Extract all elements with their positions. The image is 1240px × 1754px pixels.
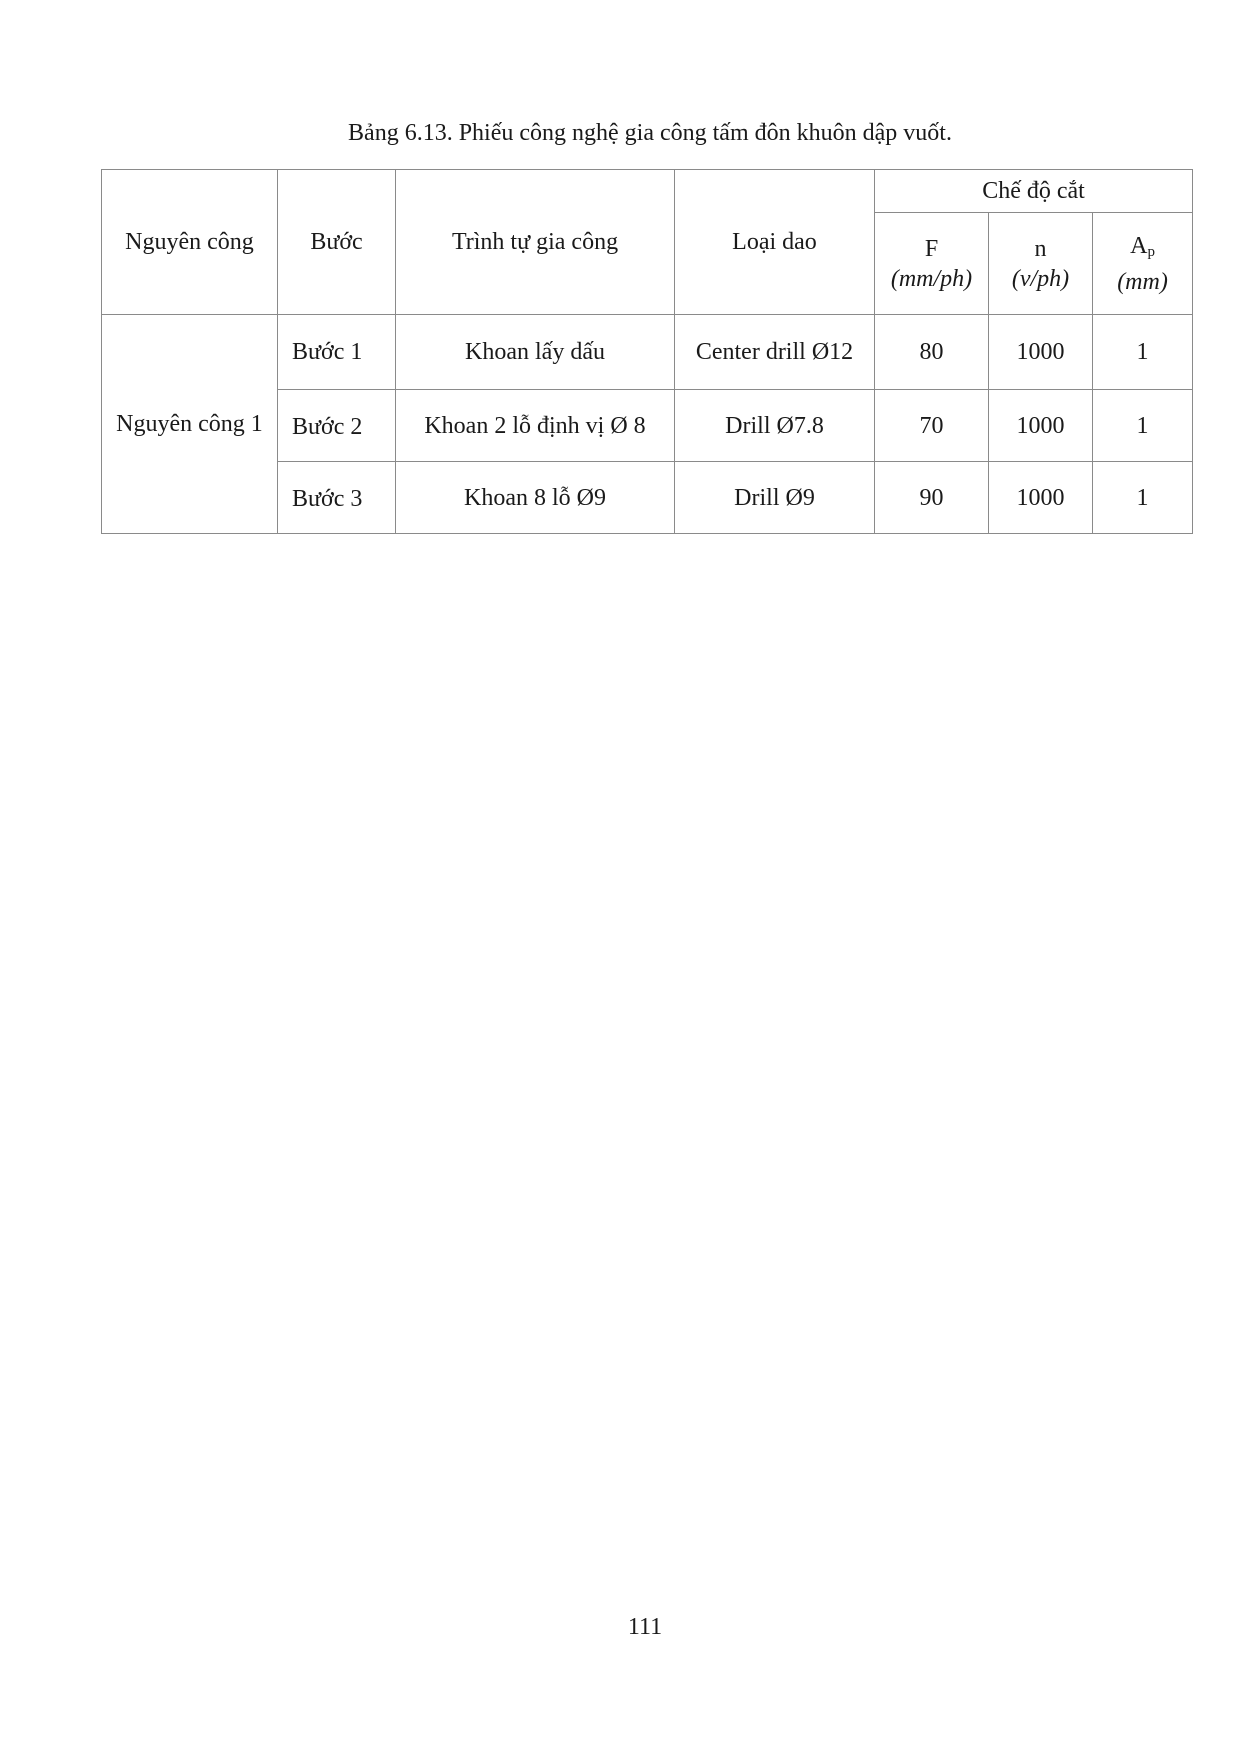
step-label: Bước 2 [292, 414, 363, 440]
speed-cell: 1000 [989, 390, 1093, 462]
table-row [102, 315, 1193, 390]
depth-cell: 1 [1093, 390, 1193, 462]
tool-cell: Drill Ø9 [675, 462, 875, 534]
sequence-cell: Khoan lấy dấu [396, 315, 675, 390]
table-caption: Bảng 6.13. Phiếu công nghệ gia công tấm đôn khuôn dập vuốt. [348, 120, 952, 146]
feed-cell: 70 [875, 390, 989, 462]
header-sequence: Trình tự gia công [396, 170, 675, 315]
tool-cell: Drill Ø7.8 [675, 390, 875, 462]
header-row [102, 170, 1193, 213]
sequence-cell: Khoan 2 lỗ định vị Ø 8 [396, 390, 675, 462]
feed-unit: (mm/ph) [890, 265, 973, 292]
process-table [101, 169, 1193, 534]
header-step: Bước [278, 170, 396, 315]
feed-cell: 90 [875, 462, 989, 534]
feed-label: F [924, 235, 939, 262]
speed-label: n [1034, 235, 1047, 262]
step-cell [278, 390, 396, 462]
depth-cell: 1 [1093, 462, 1193, 534]
speed-cell: 1000 [989, 462, 1093, 534]
header-cutting-mode: Chế độ cắt [875, 170, 1193, 213]
header-feed [875, 213, 989, 315]
tool-cell: Center drill Ø12 [675, 315, 875, 390]
step-cell [278, 315, 396, 390]
depth-cell: 1 [1093, 315, 1193, 390]
depth-subscript: p [1147, 243, 1155, 260]
header-tool: Loại dao [675, 170, 875, 315]
feed-cell: 80 [875, 315, 989, 390]
header-depth [1093, 213, 1193, 315]
header-operation: Nguyên công [102, 170, 278, 315]
depth-unit: (mm) [1117, 268, 1168, 295]
sequence-cell: Khoan 8 lỗ Ø9 [396, 462, 675, 534]
operation-cell: Nguyên công 1 [102, 315, 278, 534]
speed-unit: (v/ph) [1011, 265, 1070, 292]
header-speed [989, 213, 1093, 315]
step-cell [278, 462, 396, 534]
page-number: 111 [627, 1614, 663, 1640]
step-label: Bước 1 [292, 339, 363, 365]
step-label: Bước 3 [292, 486, 363, 512]
speed-cell: 1000 [989, 315, 1093, 390]
depth-label: A [1130, 232, 1148, 259]
